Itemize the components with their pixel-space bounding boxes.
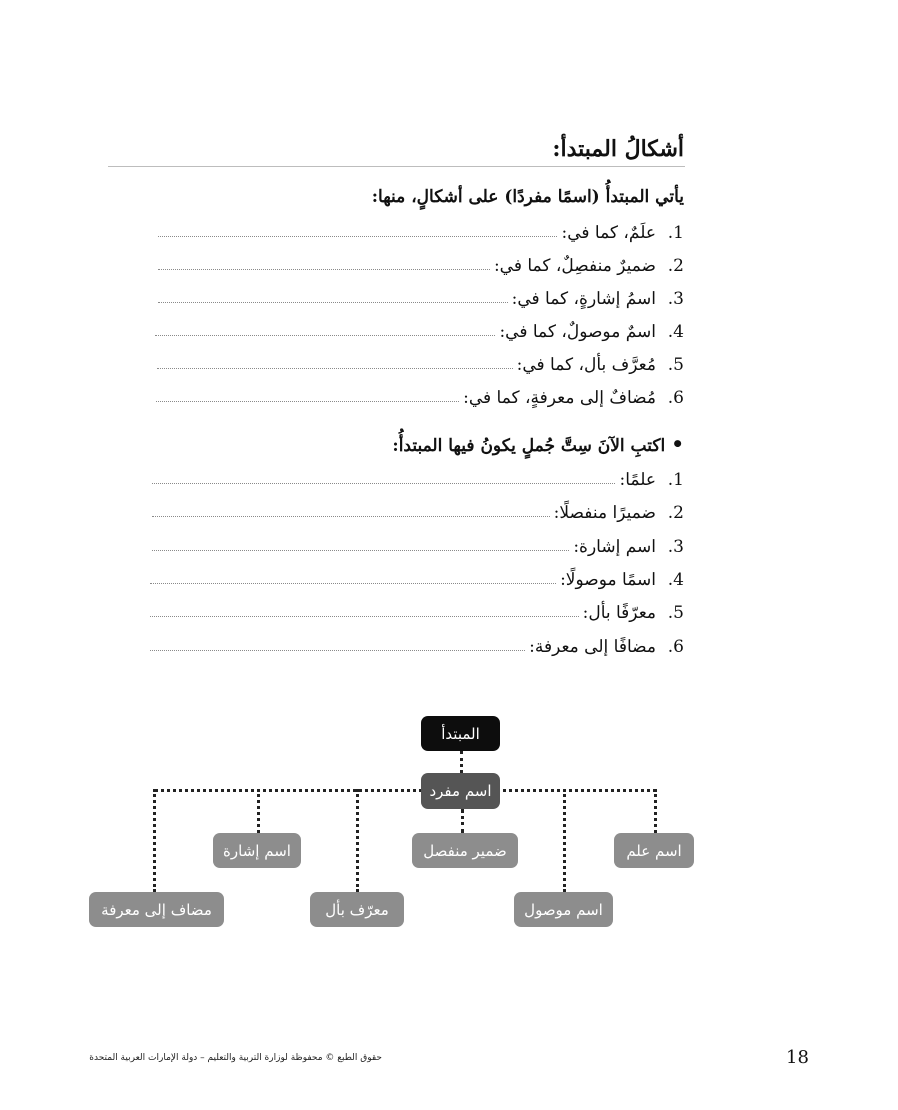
section1-item-6 <box>156 386 684 408</box>
section2-item-1 <box>152 468 684 490</box>
connector-root-mid <box>460 751 463 773</box>
answer-line[interactable] <box>158 302 508 303</box>
diagram-root-node: المبتدأ <box>421 716 500 751</box>
answer-line[interactable] <box>155 335 495 336</box>
item-number: .5 <box>667 355 684 375</box>
item-number: .4 <box>667 322 684 342</box>
item-text: مُعرَّف بأل، كما في: <box>516 355 656 375</box>
connector-leaf-5 <box>356 789 359 892</box>
answer-line[interactable] <box>152 516 550 517</box>
item-text: ضميرًا منفصلًا: <box>553 503 656 523</box>
answer-line[interactable] <box>152 483 615 484</box>
section1-item-1 <box>158 221 684 243</box>
item-text: مضافًا إلى معرفة: <box>529 637 656 657</box>
item-text: معرّفًا بأل: <box>582 603 656 623</box>
answer-line[interactable] <box>150 583 556 584</box>
answer-line[interactable] <box>150 650 525 651</box>
section2-item-6 <box>150 635 684 657</box>
answer-line[interactable] <box>158 269 490 270</box>
section2-item-4 <box>150 568 684 590</box>
item-text: اسمًا موصولًا: <box>560 570 656 590</box>
item-number: .3 <box>667 537 684 557</box>
item-text: علَمٌ، كما في: <box>561 223 656 243</box>
connector-leaf-2 <box>461 809 464 833</box>
answer-line[interactable] <box>150 616 579 617</box>
item-text: ضميرٌ منفصِلٌ، كما في: <box>493 256 656 276</box>
section1-heading: يأتي المبتدأُ (اسمًا مفردًا) على أشكالٍ، منها: <box>371 187 684 207</box>
page-number: 18 <box>786 1047 809 1068</box>
item-text: اسمُ إشارةٍ، كما في: <box>511 289 656 309</box>
title-divider <box>108 166 685 167</box>
diagram-leaf-node: مضاف إلى معرفة <box>89 892 224 927</box>
diagram-leaf-node: اسم علم <box>614 833 694 868</box>
copyright-footer: حقوق الطبع © محفوظة لوزارة التربية والتعليم – دولة الإمارات العربية المتحدة <box>89 1053 382 1063</box>
item-text: مُضافٌ إلى معرفةٍ، كما في: <box>463 388 656 408</box>
section2-heading <box>392 432 684 456</box>
answer-line[interactable] <box>157 368 513 369</box>
item-number: .1 <box>667 223 684 243</box>
section1-item-3 <box>158 287 684 309</box>
section1-item-2 <box>158 254 684 276</box>
section2-item-2 <box>152 501 684 523</box>
item-number: .5 <box>667 603 684 623</box>
connector-horizontal <box>155 789 656 792</box>
diagram-leaf-node: معرّف بأل <box>310 892 404 927</box>
bullet-icon: • <box>671 432 684 456</box>
answer-line[interactable] <box>158 236 557 237</box>
answer-line[interactable] <box>156 401 459 402</box>
item-text: اسمٌ موصولٌ، كما في: <box>499 322 656 342</box>
answer-line[interactable] <box>152 550 569 551</box>
item-number: .6 <box>667 388 684 408</box>
connector-leaf-3 <box>257 789 260 833</box>
connector-leaf-6 <box>153 789 156 892</box>
section2-heading-text: اكتبِ الآنَ سِتَّ جُملٍ يكونُ فيها المبتدأُ: <box>392 436 666 456</box>
item-text: اسم إشارة: <box>573 537 656 557</box>
diagram-leaf-node: اسم موصول <box>514 892 613 927</box>
diagram-mid-node: اسم مفرد <box>421 773 500 809</box>
item-number: .6 <box>667 637 684 657</box>
diagram-leaf-node: اسم إشارة <box>213 833 301 868</box>
section1-item-5 <box>157 353 684 375</box>
page-title: أشكالُ المبتدأ: <box>552 136 684 162</box>
item-number: .3 <box>667 289 684 309</box>
connector-leaf-4 <box>563 789 566 892</box>
item-number: .4 <box>667 570 684 590</box>
item-number: .2 <box>667 503 684 523</box>
item-number: .2 <box>667 256 684 276</box>
diagram-leaf-node: ضمير منفصل <box>412 833 518 868</box>
section1-item-4 <box>155 320 684 342</box>
section2-item-5 <box>150 601 684 623</box>
connector-leaf-1 <box>654 789 657 833</box>
item-text: علمًا: <box>619 470 656 490</box>
item-number: .1 <box>667 470 684 490</box>
section2-item-3 <box>152 535 684 557</box>
